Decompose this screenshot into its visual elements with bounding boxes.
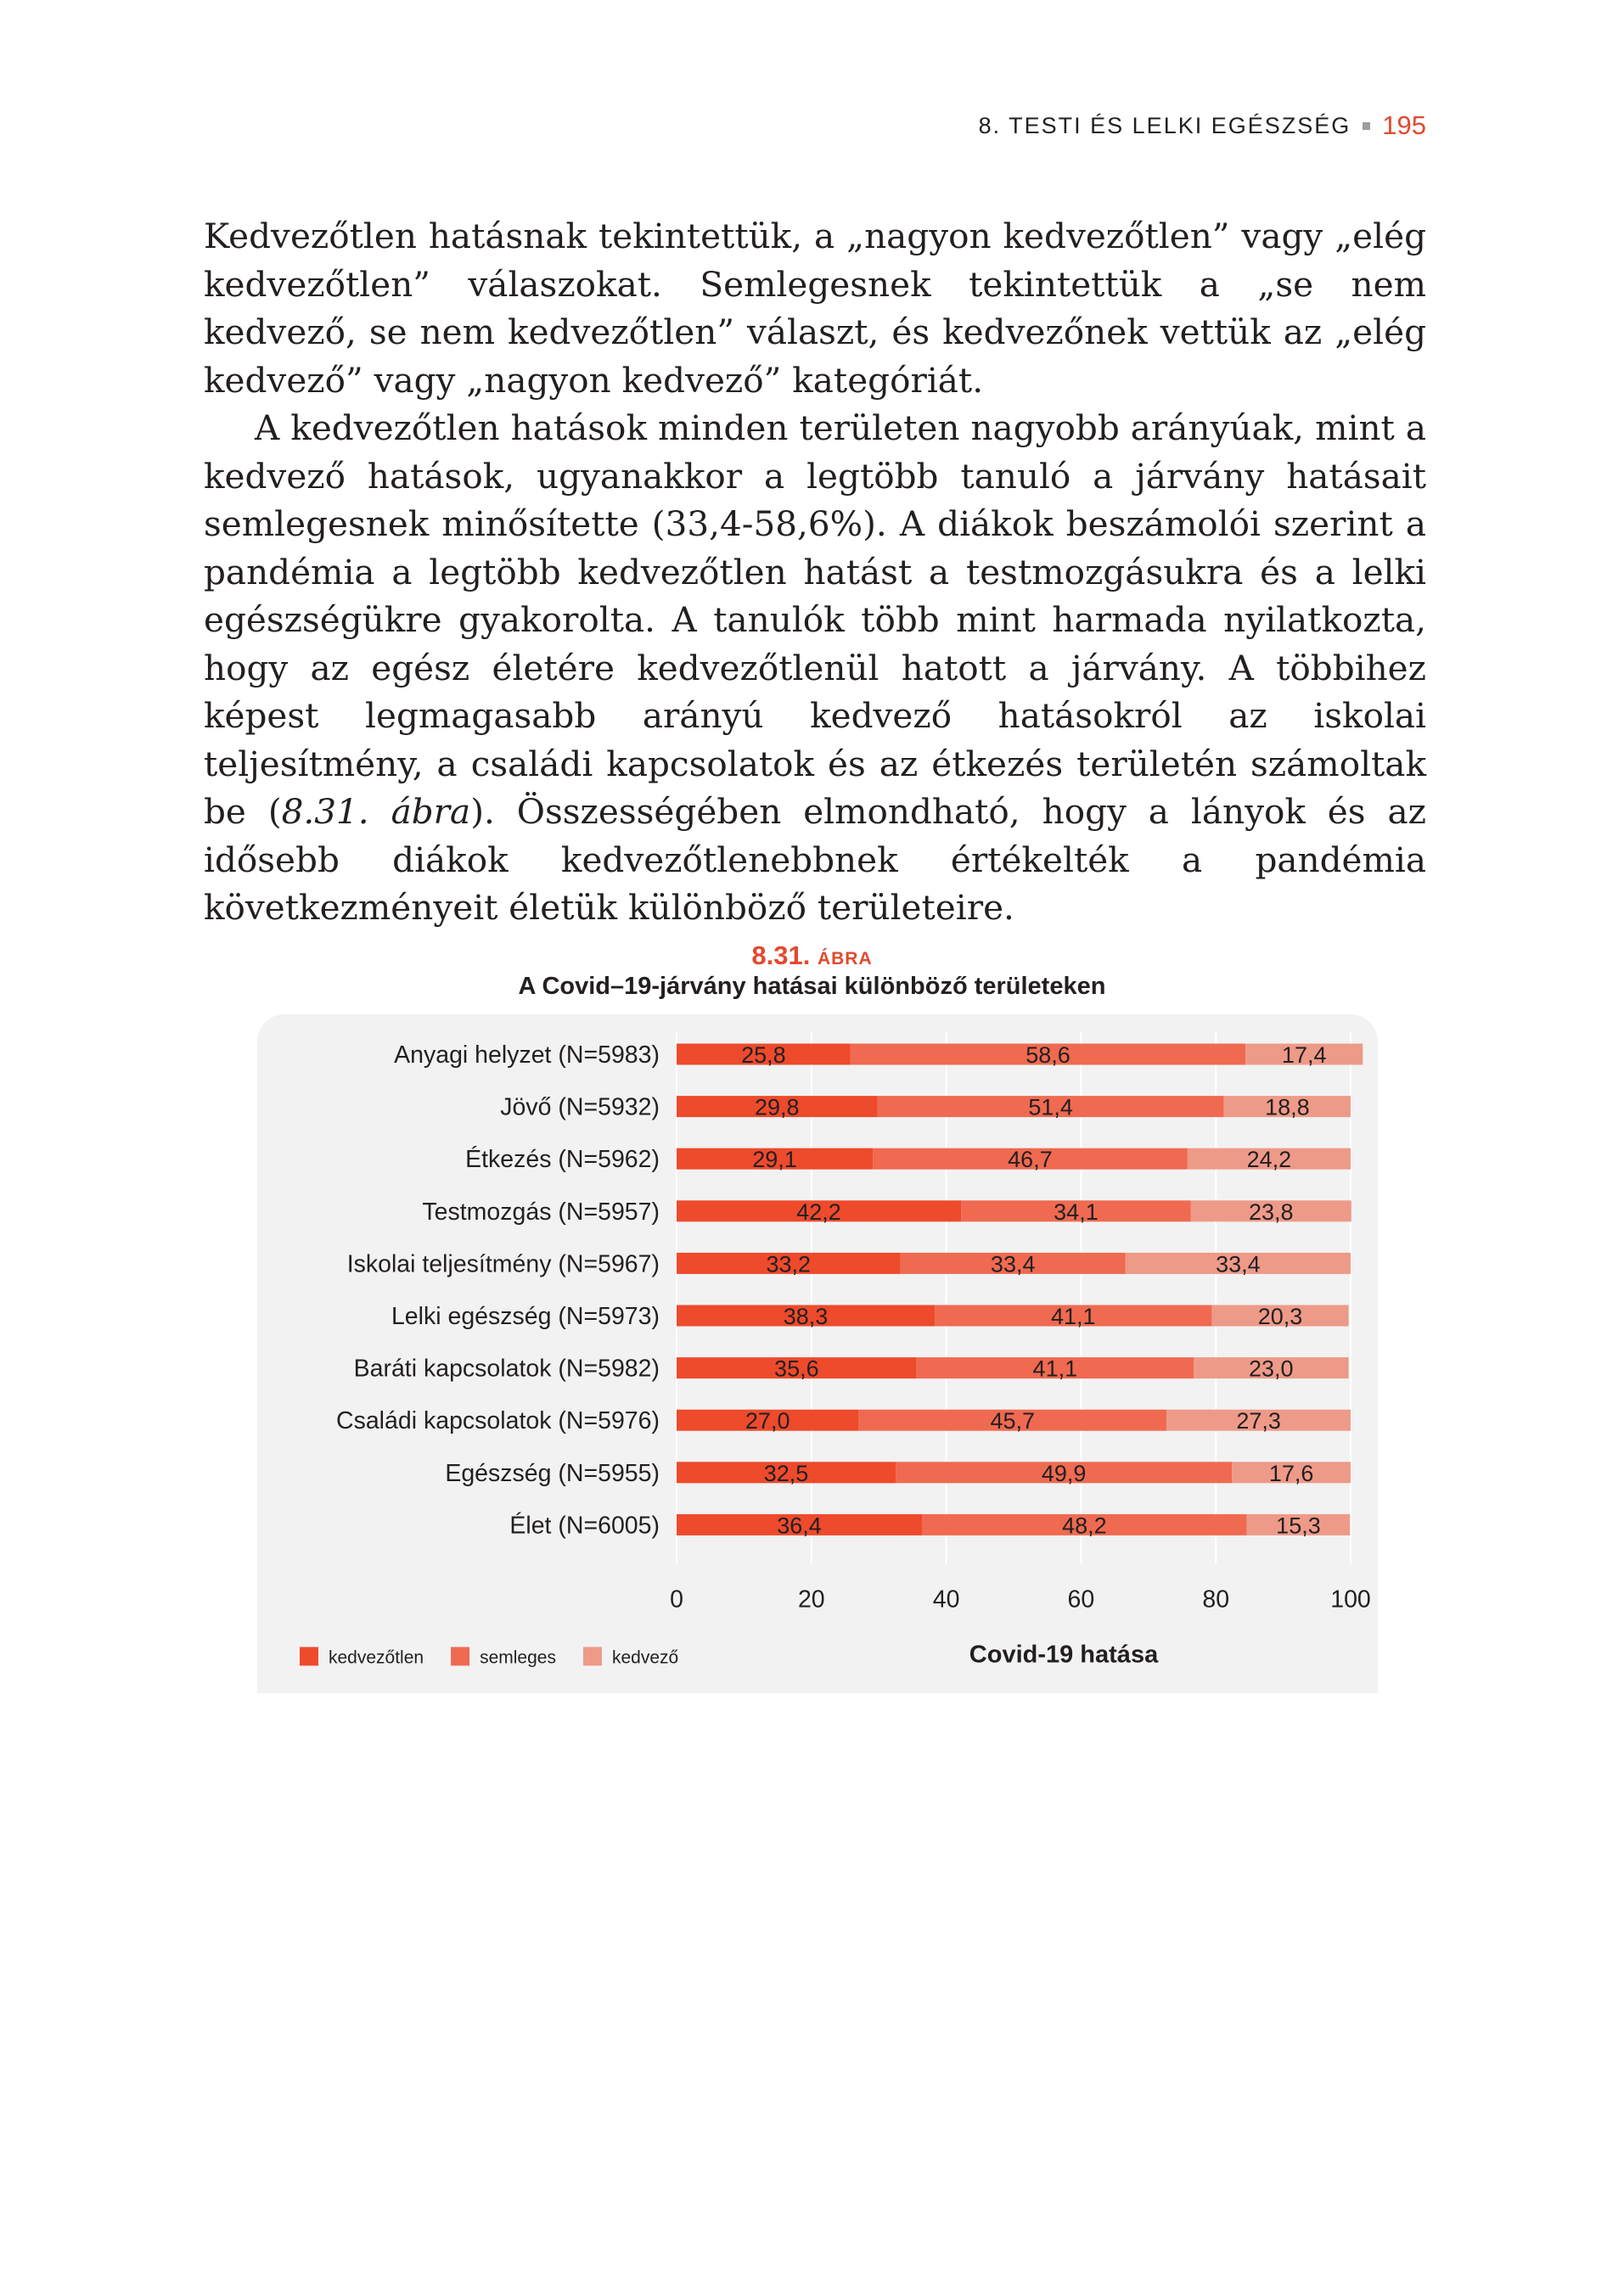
data-label: 17,6: [1268, 1460, 1314, 1486]
data-label: 34,1: [1054, 1199, 1099, 1225]
page-number: 195: [1382, 110, 1426, 140]
paragraph-2-text: A kedvezőtlen hatások minden területen nagyobb arányúak, mint a kedvező hatások, ugyanakkor a legtöbb tanuló a járvány hatásait semlegesnek minősítette (33,4-58,6%). A diákok beszámolói szerint a pandémia a legtöbb kedvezőtlen hatást a testmozgásukra és a lelki egészségükre gyakorolta. A tanulók több mint harmada nyilatkozta, hogy az egész életére kedvezőtlenül hatott a járvány. A többihez képest legmagasabb arányú kedvező hatásokról az iskolai teljesítmény, a családi kapcsolatok és az étkezés területén számoltak be (: [204, 407, 1426, 832]
data-label: 23,8: [1249, 1199, 1294, 1225]
figure-reference: 8.31. ábra: [281, 791, 471, 832]
x-axis-title: Covid-19 hatása: [969, 1641, 1159, 1669]
x-tick-label: 80: [1202, 1586, 1230, 1614]
x-tick-label: 60: [1067, 1586, 1095, 1614]
separator-square: [1363, 122, 1370, 130]
category-label: Anyagi helyzet (N=5983): [394, 1041, 660, 1069]
data-label: 38,3: [783, 1304, 829, 1329]
category-label: Családi kapcsolatok (N=5976): [336, 1407, 660, 1435]
data-label: 23,0: [1249, 1356, 1294, 1382]
data-label: 33,4: [1216, 1251, 1261, 1277]
data-label: 29,1: [752, 1147, 797, 1173]
data-label: 20,3: [1257, 1304, 1303, 1329]
figure-number: [0, 940, 1624, 971]
data-label: 35,6: [774, 1356, 819, 1382]
paragraph-1: Kedvezőtlen hatásnak tekintettük, a „nagyon kedvezőtlen” vagy „elég kedvezőtlen” válaszokat. Semlegesnek tekintettük a „se nem kedvező, se nem kedvezőtlen” választ, és kedvezőnek vettük az „elég kedvező” vagy „nagyon kedvező” kategóriát.: [204, 216, 1426, 401]
chart-panel: [257, 1014, 1378, 1693]
category-label: Jövő (N=5932): [500, 1093, 660, 1121]
data-label: 24,2: [1246, 1147, 1292, 1173]
chapter-title: 8. TESTI ÉS LELKI EGÉSZSÉG: [978, 112, 1351, 138]
figure-number-value: 8.31.: [751, 940, 811, 970]
data-label: 32,5: [763, 1460, 809, 1486]
x-tick-label: 20: [797, 1586, 825, 1614]
category-label: Baráti kapcsolatok (N=5982): [353, 1355, 660, 1383]
data-label: 36,4: [777, 1513, 822, 1539]
category-label: Élet (N=6005): [509, 1512, 660, 1540]
data-label: 42,2: [796, 1199, 841, 1225]
category-label: Iskolai teljesítmény (N=5967): [346, 1250, 660, 1278]
data-label: 27,3: [1236, 1408, 1281, 1434]
data-label: 25,8: [741, 1042, 786, 1068]
category-label: Egészség (N=5955): [445, 1459, 660, 1487]
data-label: 45,7: [990, 1408, 1036, 1434]
paragraph-2-text-end: ). Összességében elmondható, hogy a lányok és az idősebb diákok kedvezőtlenebbnek értékelték a pandémia következményeit életük különböző területeire.: [204, 791, 1426, 928]
data-label: 18,8: [1265, 1094, 1310, 1120]
data-label: 49,9: [1041, 1460, 1087, 1486]
legend-swatch-semleges: [451, 1647, 469, 1665]
x-tick-label: 100: [1330, 1586, 1371, 1614]
legend-label: kedvező: [611, 1648, 679, 1668]
data-label: 17,4: [1281, 1042, 1327, 1068]
figure-label: ÁBRA: [817, 949, 873, 968]
data-label: 58,6: [1026, 1042, 1070, 1068]
data-label: 33,4: [990, 1251, 1036, 1277]
data-label: 46,7: [1008, 1147, 1053, 1173]
paragraph-2: [204, 404, 1426, 932]
x-tick-label: 40: [932, 1586, 960, 1614]
data-label: 29,8: [755, 1094, 800, 1120]
body-text: [204, 212, 1426, 932]
running-header: [979, 110, 1426, 141]
data-label: 51,4: [1028, 1094, 1073, 1120]
stacked-bar-chart: [257, 1014, 1378, 1693]
category-label: Étkezés (N=5962): [465, 1146, 660, 1174]
legend-swatch-kedvezőtlen: [300, 1647, 318, 1665]
legend-label: kedvezőtlen: [329, 1648, 424, 1668]
category-label: Lelki egészség (N=5973): [391, 1303, 660, 1330]
data-label: 48,2: [1062, 1513, 1107, 1539]
data-label: 27,0: [745, 1408, 790, 1434]
legend-swatch-kedvező: [583, 1647, 602, 1665]
data-label: 33,2: [766, 1251, 812, 1277]
category-label: Testmozgás (N=5957): [422, 1198, 660, 1226]
legend-label: semleges: [480, 1648, 556, 1668]
x-tick-label: 0: [670, 1586, 683, 1614]
data-label: 41,1: [1050, 1304, 1096, 1329]
data-label: 41,1: [1032, 1356, 1078, 1382]
data-label: 15,3: [1276, 1513, 1321, 1539]
figure-title: A Covid–19-járvány hatásai különböző területeken: [518, 973, 1106, 1000]
